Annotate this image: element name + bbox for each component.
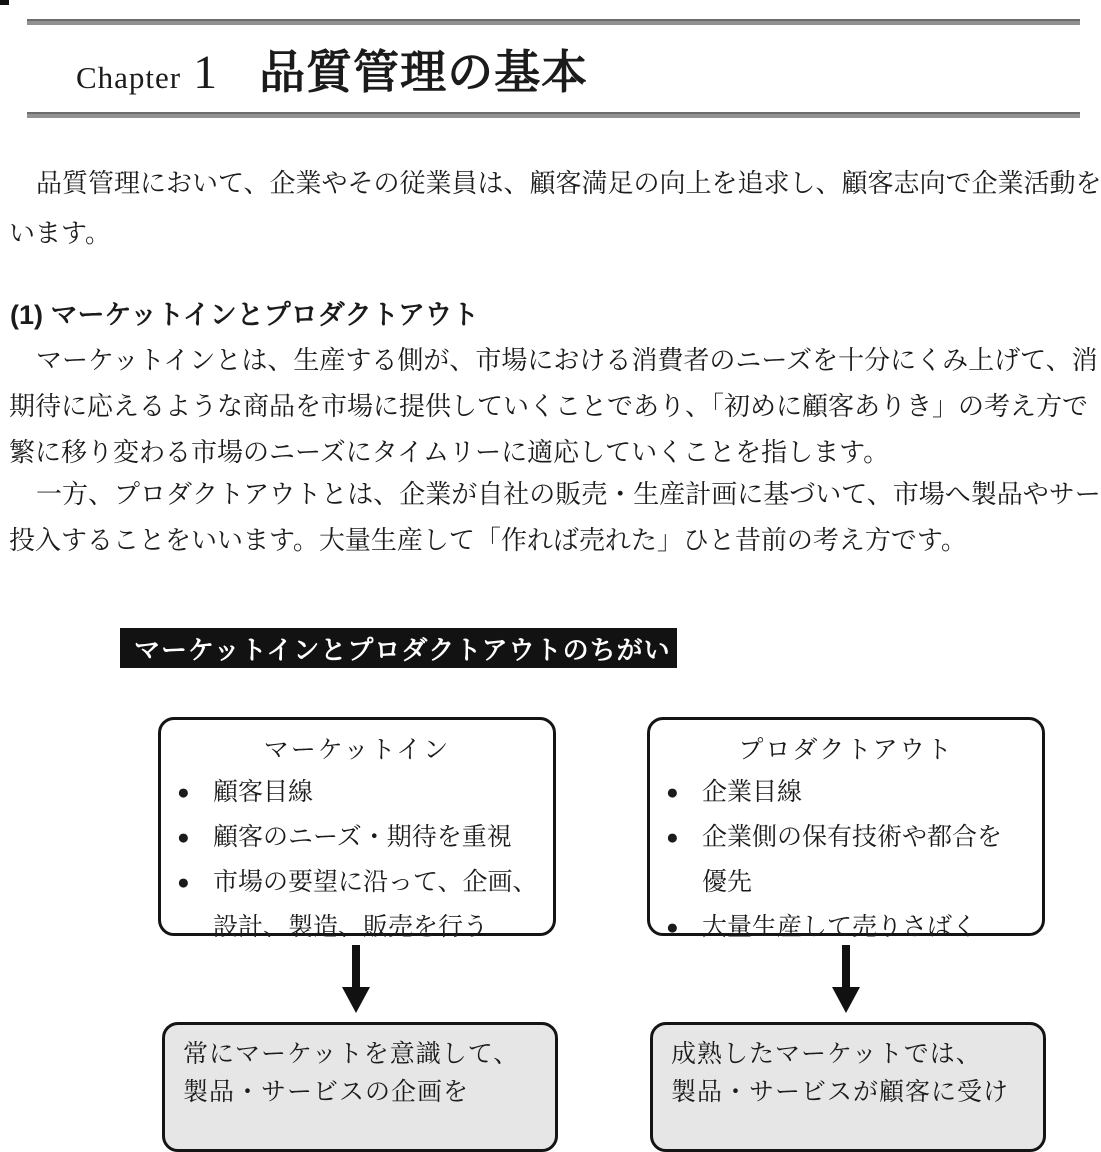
bullet-item	[177, 815, 545, 860]
paragraph-line: 一方、プロダクトアウトとは、企業が自社の販売・生産計画に基づいて、市場へ製品やサー	[36, 480, 1101, 509]
product-out-result-box	[650, 1022, 1046, 1152]
bullet-item	[177, 770, 545, 815]
intro-line: 品質管理において、企業やその従業員は、顧客満足の向上を追求し、顧客志向で企業活動を	[36, 169, 1101, 198]
bullet-text-line: 企業側の保有技術や都合を	[702, 823, 1003, 851]
bullet-text: 大量生産して売りさばく	[702, 913, 978, 941]
chapter-label: Chapter	[76, 60, 182, 95]
bullet-item	[666, 815, 1034, 905]
bullet-text: 顧客のニーズ・期待を重視	[213, 823, 512, 851]
bullet-icon: ●	[666, 781, 679, 804]
bullet-text-line: 設計、製造、販売を行う	[213, 913, 489, 941]
bullet-icon: ●	[177, 871, 190, 894]
section-heading: (1) マーケットインとプロダクトアウト	[10, 300, 479, 330]
paragraph-line: 繁に移り変わる市場のニーズにタイムリーに適応していくことを指します。	[9, 438, 890, 467]
arrow-stem	[352, 945, 360, 987]
scan-corner-mark	[0, 0, 9, 5]
bullet-item	[666, 905, 1034, 950]
paragraph-market-in	[9, 338, 1098, 476]
market-in-result-box	[162, 1022, 558, 1152]
arrow-head	[832, 987, 860, 1013]
arrow-head	[342, 987, 370, 1013]
product-out-bullet-list	[650, 770, 1042, 950]
intro-line: います。	[9, 219, 111, 248]
intro-paragraph	[9, 159, 1101, 259]
paragraph-line: 投入することをいいます。大量生産して「作れば売れた」ひと昔前の考え方です。	[9, 526, 967, 555]
market-in-box	[158, 717, 556, 941]
chapter-header	[76, 36, 588, 102]
paragraph-product-out	[9, 472, 1101, 564]
bullet-text-line: 市場の要望に沿って、企画、	[213, 868, 538, 896]
arrow-stem	[842, 945, 850, 987]
bullet-icon: ●	[666, 916, 679, 939]
down-arrow-icon	[342, 945, 370, 1013]
result-line: 常にマーケットを意識して、	[183, 1040, 520, 1068]
product-out-box	[647, 717, 1045, 941]
bullet-icon: ●	[177, 826, 190, 849]
header-top-rule	[27, 19, 1080, 25]
figure-title-banner: マーケットインとプロダクトアウトのちがい	[120, 628, 677, 668]
bullet-icon: ●	[666, 826, 679, 849]
market-in-box-title: マーケットイン	[263, 736, 451, 764]
bullet-text	[702, 815, 1034, 905]
chapter-number: 1	[193, 46, 218, 99]
bullet-text: 企業目線	[702, 778, 803, 806]
paragraph-line: 期待に応えるような商品を市場に提供していくことであり、「初めに顧客ありき」の考え方で	[9, 392, 1089, 421]
result-line: 製品・サービスの企画を	[183, 1078, 470, 1106]
market-in-bullet-list	[161, 770, 553, 950]
bullet-item	[177, 860, 545, 950]
result-line: 成熟したマーケットでは、	[671, 1040, 982, 1068]
down-arrow-icon	[832, 945, 860, 1013]
bullet-icon: ●	[177, 781, 190, 804]
bullet-text-line: 優先	[702, 868, 753, 896]
chapter-title: 品質管理の基本	[259, 46, 589, 98]
result-line: 製品・サービスが顧客に受け	[671, 1078, 1010, 1106]
paragraph-line: マーケットインとは、生産する側が、市場における消費者のニーズを十分にくみ上げて、消	[36, 346, 1098, 375]
bullet-text	[213, 860, 545, 950]
product-out-box-title: プロダクトアウト	[738, 736, 954, 764]
bullet-item	[666, 770, 1034, 815]
bullet-text: 顧客目線	[213, 778, 314, 806]
header-bottom-rule	[27, 112, 1080, 118]
